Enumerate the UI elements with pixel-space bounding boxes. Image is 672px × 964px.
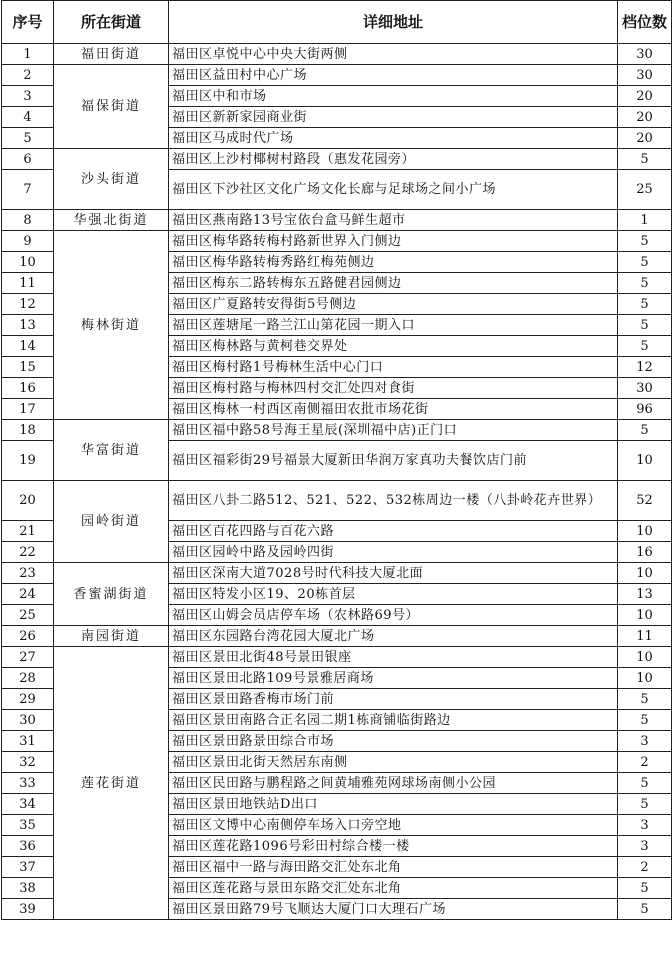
row-address: 福田区百花四路与百花六路 (169, 521, 618, 542)
header-count: 档位数 (618, 1, 672, 44)
row-address: 福田区景田北路109号景雅居商场 (169, 668, 618, 689)
row-seq: 20 (2, 481, 54, 521)
row-seq: 10 (2, 252, 54, 273)
row-seq: 7 (2, 170, 54, 210)
row-address: 福田区梅村路与梅林四村交汇处四对食街 (169, 378, 618, 399)
row-address: 福田区梅华路转梅秀路红梅苑侧边 (169, 252, 618, 273)
row-count: 20 (618, 107, 672, 128)
row-count: 96 (618, 399, 672, 420)
row-seq: 35 (2, 815, 54, 836)
row-street: 莲花街道 (54, 647, 169, 920)
row-seq: 33 (2, 773, 54, 794)
row-street: 华富街道 (54, 420, 169, 481)
table-row (2, 210, 672, 231)
header-seq: 序号 (2, 1, 54, 44)
row-seq: 30 (2, 710, 54, 731)
table-row (2, 626, 672, 647)
row-seq: 18 (2, 420, 54, 441)
row-address: 福田区莲花路与景田东路交汇处东北角 (169, 878, 618, 899)
table-row (2, 65, 672, 86)
row-count: 5 (618, 149, 672, 170)
row-address: 福田区梅东二路转梅东五路健君园侧边 (169, 273, 618, 294)
row-address: 福田区下沙社区文化广场文化长廊与足球场之间小广场 (169, 170, 618, 210)
row-count: 10 (618, 441, 672, 481)
row-seq: 17 (2, 399, 54, 420)
row-count: 2 (618, 857, 672, 878)
row-address: 福田区景田路79号飞顺达大厦门口大理石广场 (169, 899, 618, 920)
row-count: 30 (618, 378, 672, 399)
row-address: 福田区景田路景田综合市场 (169, 731, 618, 752)
row-address: 福田区山姆会员店停车场（农林路69号） (169, 605, 618, 626)
row-seq: 37 (2, 857, 54, 878)
row-seq: 34 (2, 794, 54, 815)
row-count: 5 (618, 231, 672, 252)
row-seq: 1 (2, 44, 54, 65)
row-count: 10 (618, 521, 672, 542)
row-seq: 11 (2, 273, 54, 294)
row-count: 52 (618, 481, 672, 521)
table-row (2, 44, 672, 65)
row-count: 3 (618, 731, 672, 752)
row-seq: 21 (2, 521, 54, 542)
row-street: 南园街道 (54, 626, 169, 647)
row-seq: 23 (2, 563, 54, 584)
row-address: 福田区马成时代广场 (169, 128, 618, 149)
row-count: 10 (618, 668, 672, 689)
row-address: 福田区景田南路合正名园二期1栋商铺临街路边 (169, 710, 618, 731)
row-seq: 16 (2, 378, 54, 399)
row-address: 福田区梅林一村西区南侧福田农批市场花街 (169, 399, 618, 420)
table-row (2, 149, 672, 170)
row-address: 福田区特发小区19、20栋首层 (169, 584, 618, 605)
row-address: 福田区莲塘尾一路兰江山第花园一期入口 (169, 315, 618, 336)
row-street: 香蜜湖街道 (54, 563, 169, 626)
row-address: 福田区中和市场 (169, 86, 618, 107)
row-seq: 9 (2, 231, 54, 252)
row-address: 福田区八卦二路512、521、522、532栋周边一楼（八卦岭花卉世界） (169, 481, 618, 521)
row-seq: 12 (2, 294, 54, 315)
row-count: 5 (618, 420, 672, 441)
row-seq: 6 (2, 149, 54, 170)
row-street: 华强北街道 (54, 210, 169, 231)
row-seq: 19 (2, 441, 54, 481)
row-seq: 28 (2, 668, 54, 689)
row-address: 福田区梅华路转梅村路新世界入门侧边 (169, 231, 618, 252)
row-address: 福田区上沙村椰树村路段（惠发花园旁） (169, 149, 618, 170)
row-address: 福田区新新家园商业街 (169, 107, 618, 128)
row-address: 福田区园岭中路及园岭四街 (169, 542, 618, 563)
row-count: 5 (618, 710, 672, 731)
row-seq: 32 (2, 752, 54, 773)
row-address: 福田区福中一路与海田路交汇处东北角 (169, 857, 618, 878)
row-count: 10 (618, 563, 672, 584)
row-count: 25 (618, 170, 672, 210)
row-address: 福田区益田村中心广场 (169, 65, 618, 86)
row-seq: 15 (2, 357, 54, 378)
table-row (2, 563, 672, 584)
row-count: 12 (618, 357, 672, 378)
row-address: 福田区梅村路1号梅林生活中心门口 (169, 357, 618, 378)
row-seq: 25 (2, 605, 54, 626)
row-address: 福田区深南大道7028号时代科技大厦北面 (169, 563, 618, 584)
row-seq: 26 (2, 626, 54, 647)
row-seq: 36 (2, 836, 54, 857)
row-address: 福田区文博中心南侧停车场入口旁空地 (169, 815, 618, 836)
row-count: 5 (618, 273, 672, 294)
row-count: 5 (618, 294, 672, 315)
header-address: 详细地址 (169, 1, 618, 44)
row-street: 福保街道 (54, 65, 169, 149)
row-seq: 4 (2, 107, 54, 128)
row-count: 11 (618, 626, 672, 647)
header-street: 所在街道 (54, 1, 169, 44)
row-count: 30 (618, 44, 672, 65)
row-seq: 31 (2, 731, 54, 752)
row-seq: 3 (2, 86, 54, 107)
header-row (2, 1, 672, 44)
row-count: 10 (618, 605, 672, 626)
row-count: 5 (618, 315, 672, 336)
row-count: 16 (618, 542, 672, 563)
row-seq: 13 (2, 315, 54, 336)
row-count: 3 (618, 836, 672, 857)
row-seq: 39 (2, 899, 54, 920)
row-count: 5 (618, 689, 672, 710)
row-seq: 27 (2, 647, 54, 668)
row-address: 福田区梅林路与黄柯巷交界处 (169, 336, 618, 357)
row-count: 5 (618, 878, 672, 899)
row-count: 10 (618, 647, 672, 668)
row-address: 福田区福彩街29号福景大厦新田华润万家真功夫餐饮店门前 (169, 441, 618, 481)
row-address: 福田区景田地铁站D出口 (169, 794, 618, 815)
row-address: 福田区广夏路转安得街5号侧边 (169, 294, 618, 315)
row-seq: 38 (2, 878, 54, 899)
row-count: 2 (618, 752, 672, 773)
row-count: 5 (618, 899, 672, 920)
table-row (2, 647, 672, 668)
row-count: 5 (618, 252, 672, 273)
row-seq: 29 (2, 689, 54, 710)
row-street: 沙头街道 (54, 149, 169, 210)
table-row (2, 231, 672, 252)
row-count: 20 (618, 128, 672, 149)
row-count: 13 (618, 584, 672, 605)
table-body (2, 44, 672, 920)
row-seq: 8 (2, 210, 54, 231)
row-seq: 24 (2, 584, 54, 605)
row-address: 福田区燕南路13号宝依台盒马鲜生超市 (169, 210, 618, 231)
row-address: 福田区卓悦中心中央大街两侧 (169, 44, 618, 65)
row-address: 福田区莲花路1096号彩田村综合楼一楼 (169, 836, 618, 857)
row-count: 5 (618, 336, 672, 357)
row-address: 福田区民田路与鹏程路之间黄埔雅苑网球场南侧小公园 (169, 773, 618, 794)
row-seq: 14 (2, 336, 54, 357)
row-address: 福田区景田北街48号景田银座 (169, 647, 618, 668)
row-address: 福田区景田北街天然居东南侧 (169, 752, 618, 773)
table-row (2, 481, 672, 521)
row-count: 20 (618, 86, 672, 107)
row-street: 园岭街道 (54, 481, 169, 563)
row-count: 3 (618, 815, 672, 836)
row-count: 5 (618, 794, 672, 815)
row-seq: 5 (2, 128, 54, 149)
row-street: 福田街道 (54, 44, 169, 65)
table-row (2, 420, 672, 441)
row-seq: 22 (2, 542, 54, 563)
row-seq: 2 (2, 65, 54, 86)
row-address: 福田区福中路58号海王星辰(深圳福中店)正门口 (169, 420, 618, 441)
row-address: 福田区东园路台湾花园大厦北广场 (169, 626, 618, 647)
row-count: 1 (618, 210, 672, 231)
stall-table (1, 0, 672, 920)
row-count: 30 (618, 65, 672, 86)
row-street: 梅林街道 (54, 231, 169, 420)
row-count: 5 (618, 773, 672, 794)
row-address: 福田区景田路香梅市场门前 (169, 689, 618, 710)
